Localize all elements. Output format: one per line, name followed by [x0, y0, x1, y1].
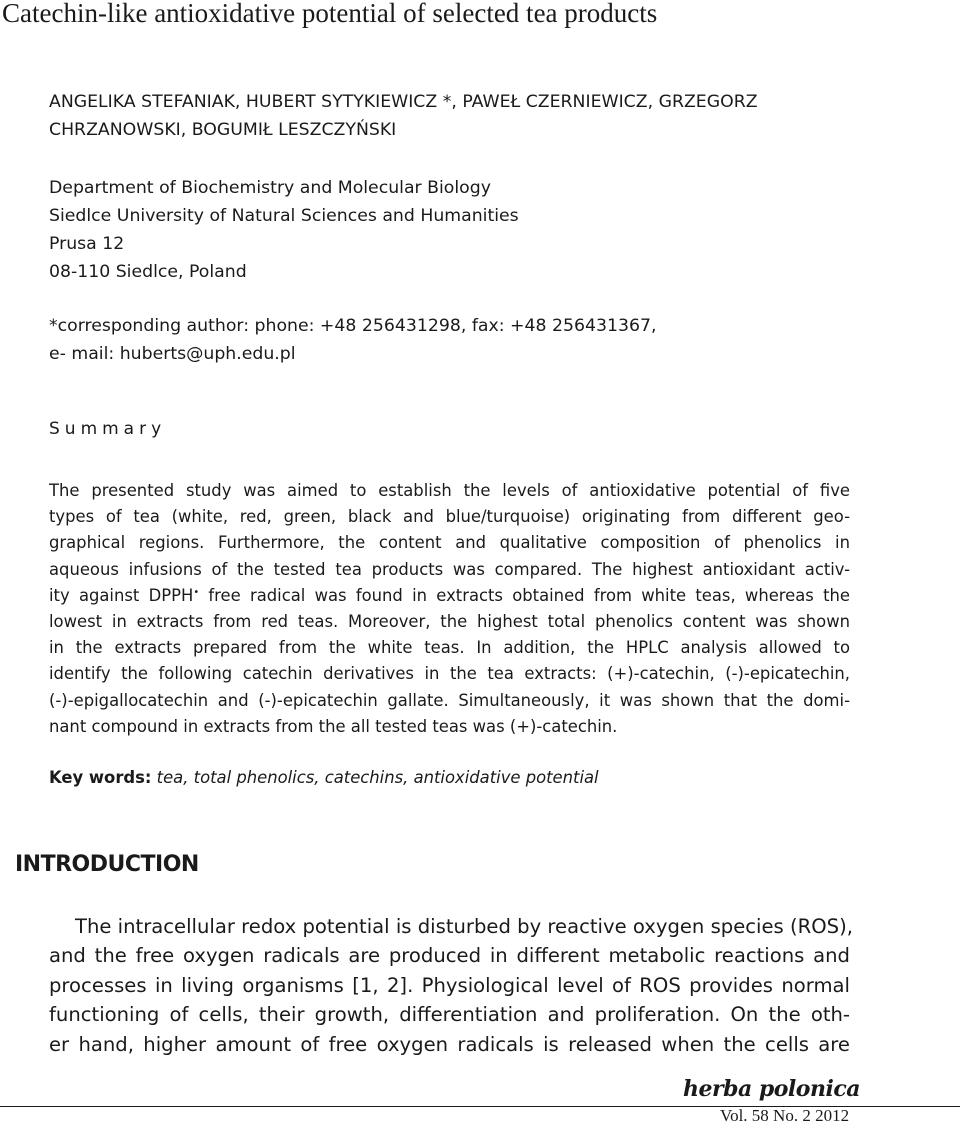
abstract-line-rest: free radical was found in extracts obtained from white teas, whereas the — [208, 585, 850, 605]
intro-line: and the free oxygen radicals are produced in different metabolic reactions and — [49, 944, 850, 968]
abstract-line: The presented study was aimed to establish the levels of antioxidative potential of five — [49, 481, 850, 500]
abstract-line: lowest in extracts from red teas. Moreover, the highest total phenolics content was shown — [49, 611, 850, 631]
introduction-body — [49, 912, 853, 1059]
author-list — [49, 88, 854, 144]
affiliation-line: Department of Biochemistry and Molecular Biology — [49, 178, 491, 198]
intro-line: er hand, higher amount of free oxygen radicals is released when the cells are — [49, 1032, 850, 1056]
radical-dot: • — [193, 586, 200, 598]
affiliation-line: 08-110 Siedlce, Poland — [49, 262, 247, 282]
abstract-line: identify the following catechin derivatives in the tea extracts: (+)-catechin, (-)-epicatechin, — [49, 664, 850, 684]
affiliation — [49, 174, 859, 286]
intro-line: processes in living organisms [1, 2]. Physiological level of ROS provides normal — [49, 973, 850, 997]
intro-line: The intracellular redox potential is disturbed by reactive oxygen species (ROS), — [75, 915, 853, 938]
contact-email-line: e- mail: huberts@uph.edu.pl — [49, 344, 296, 364]
abstract-line: nant compound in extracts from the all tested teas was (+)-catechin. — [49, 716, 618, 736]
abstract-line — [49, 583, 850, 609]
keywords-value: tea, total phenolics, catechins, antioxidative potential — [156, 768, 599, 787]
summary-heading: Summary — [49, 419, 167, 439]
page-title: Catechin-like antioxidative potential of selected tea products — [2, 0, 658, 28]
author-line: CHRZANOWSKI, BOGUMIŁ LESZCZYŃSKI — [49, 120, 397, 140]
introduction-heading: INTRODUCTION — [15, 852, 199, 877]
correspondence — [49, 312, 859, 368]
affiliation-line: Siedlce University of Natural Sciences and Humanities — [49, 206, 519, 226]
contact-phone-line: *corresponding author: phone: +48 256431298, fax: +48 256431367, — [49, 316, 657, 336]
abstract — [49, 478, 850, 740]
volume-info: Vol. 58 No. 2 2012 — [720, 1106, 850, 1125]
abstract-line: in the extracts prepared from the white teas. In addition, the HPLC analysis allowed to — [49, 638, 850, 658]
journal-logo: herba polonica — [683, 1076, 860, 1102]
keywords-label: Key words: — [49, 768, 152, 787]
abstract-line: (-)-epigallocatechin and (-)-epicatechin gallate. Simultaneously, it was shown that the domi- — [49, 690, 850, 710]
abstract-line: graphical regions. Furthermore, the content and qualitative composition of phenolics in — [49, 533, 850, 553]
abstract-line: types of tea (white, red, green, black and blue/turquoise) originating from different geo- — [49, 507, 850, 527]
keywords — [49, 765, 599, 791]
abstract-line: aqueous infusions of the tested tea products was compared. The highest antioxidant activ- — [49, 559, 850, 579]
affiliation-line: Prusa 12 — [49, 234, 125, 254]
dpph-text: ity against DPPH — [49, 585, 194, 605]
author-line: ANGELIKA STEFANIAK, HUBERT SYTYKIEWICZ *, PAWEŁ CZERNIEWICZ, GRZEGORZ — [49, 92, 758, 112]
intro-line: functioning of cells, their growth, differentiation and proliferation. On the oth- — [49, 1003, 850, 1027]
